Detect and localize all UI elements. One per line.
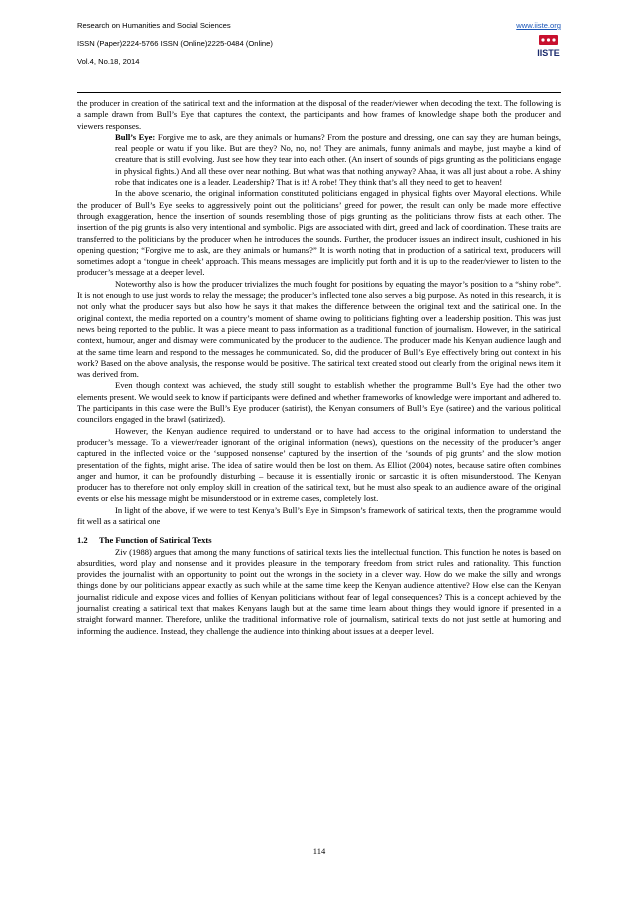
- paragraph: the producer in creation of the satirical text and the information at the disposal of the reader/viewer when decoding the text. The following is a sample drawn from Bull’s Eye that captures the context, the participants and how frames of knowledge shape both the producer and viewers responses.: [77, 98, 561, 131]
- paragraph: Noteworthy also is how the producer trivializes the much fought for positions by equating the mayor’s position to a “shiny robe”. It is not enough to use just words to relay the message; the producer’s inflected tone also serves a big purpose. As noted in this research, it is not only what the producer says but also how he says it that makes the difference between the original text and the satirical one. In the original context, the media reported on a country’s moment of shame owing to politicians fighting over a leadership position. This was just news being reported to the public. It was a piece meant to pass information as a traditional function of journalism. However, in the satirical context, humour, anger and dismay were communicated by the producer to the audience. The producer made his Kenyan audience laugh and at the same time learn and respond to the messages he communicated. So, did the producer of Bull’s Eye effectively bring out context in his work? Based on the above analysis, the response would be positive. The satirical text created stood out clearly from the original news item it was derived from.: [77, 278, 561, 380]
- section-heading: [77, 535, 561, 546]
- issn-line: ISSN (Paper)2224-5766 ISSN (Online)2225-0484 (Online): [77, 39, 273, 48]
- website-link[interactable]: www.iiste.org: [516, 21, 561, 30]
- volume-line: Vol.4, No.18, 2014: [77, 57, 140, 66]
- paragraph: In the above scenario, the original information constituted politicians engaged in physical fights over Mayoral elections. While the producer of Bull’s Eye seeks to aggressively point out the politicians’ greed for power, the result can only be made more effective through exaggeration, hence the insertion of sounds resembling those of pigs grunting as the politicians throw fists at each other. The insertion of the pig grunts is also very intentional and symbolic. Pigs are associated with dirt, greed and lack of coordination. These traits are transferred to the politicians by the producer when he introduces the sounds. Further, the producer issues an indirect insult, cushioned in his opening question; “Forgive me to ask, are they animals or humans?” It is worth noting that in production of a satirical text, producers will sometimes adopt a ‘tongue in cheek’ approach. This means messages are implicitly put forth and it is up to the reader/viewer to listen to the producer’s message at a deeper level.: [77, 188, 561, 278]
- section-title: The Function of Satirical Texts: [99, 535, 212, 546]
- quote-text: Forgive me to ask, are they animals or humans? From the posture and dressing, one can say they are human beings, real people or watu if you like. But are they? No, no, no! They are animals, funny animals and maybe, just maybe a kind of creature that is still evolving. Just see how they tear into each other. (An insert of sounds of pigs grunting as the politicians engage in physical fights.) And all these over near nothing. But what was that nothing anyway? Ahaa, it was all just about a robe. A shiny robe that indicates one is a leader. Leadership? That is it! A robe! They think that’s all they need to get to heaven!: [115, 131, 562, 188]
- logo-wordmark: IISTE: [537, 48, 560, 58]
- quote-speaker: Bull’s Eye:: [115, 131, 156, 142]
- block-quote: [77, 132, 561, 188]
- paragraph: Even though context was achieved, the study still sought to establish whether the programme Bull’s Eye had the other two elements present. We would seek to know if participants were defined and whether frameworks of knowledge were important and adhered to. The participants in this case were the Bull’s Eye producer (satirist), the Kenyan consumers of Bull’s Eye (satiree) and the various political councilors engaged in the brawl (satirized).: [77, 380, 561, 425]
- page-number: 114: [312, 846, 326, 856]
- header-rule: [77, 92, 561, 93]
- paragraph: In light of the above, if we were to test Kenya’s Bull’s Eye in Simpson’s framework of satirical texts, then the programme would fit well as a satirical one: [77, 504, 561, 526]
- article-body: [77, 98, 561, 637]
- paragraph: However, the Kenyan audience required to understand or to have had access to the original information to understand the producer’s message. To a viewer/reader ignorant of the original information (news), questions on the necessity of the producer’s anger captured in the inflected voice or the ‘supposed nonsense’ captured by the insertion of the ‘sounds of pig grunts’ and the slow motion presentation of the fights, might arise. The idea of satire would then be lost on them. As Elliot (2004) notes, because satire often combines anger and humor, it can be profoundly disturbing – because it is essentially ironic or sarcastic it is often misunderstood. The Kenyan producer has to therefore not only employ skill in creation of the satirical text, but he must also speak to an audience aware of the original events or else his message might be misunderstood or in extreme cases, completely lost.: [77, 425, 561, 504]
- journal-title: Research on Humanities and Social Sciences: [77, 21, 231, 30]
- iiste-logo-icon: [536, 34, 561, 58]
- paragraph: Ziv (1988) argues that among the many functions of satirical texts lies the intellectual function. This function he notes is based on absurdities, word play and nonsense and it provides pleasure in the temporary freedom from strict rules and rationality. This function provides the journalist with an opportunity to point out the wrongs in the society in a clever way. How do we make the silly and wrongs things done by our politicians appear exactly as such while at the same time keep the Kenyan audience attentive? How else can the Kenyan journalist ridicule and expose vices and follies of Kenyan politicians without fear of legal consequences? This is a concept achieved by the journalist creating a satirical text that makes Kenyans laugh but at the same time learn about things they would ignore if presented in a straight forward manner. Therefore, unlike the traditional informative role of journalism, satirical texts do not just settle at humoring and informing the audience. Instead, they challenge the audience into thinking about issues at a deeper level.: [77, 546, 561, 636]
- section-number: 1.2: [77, 535, 88, 546]
